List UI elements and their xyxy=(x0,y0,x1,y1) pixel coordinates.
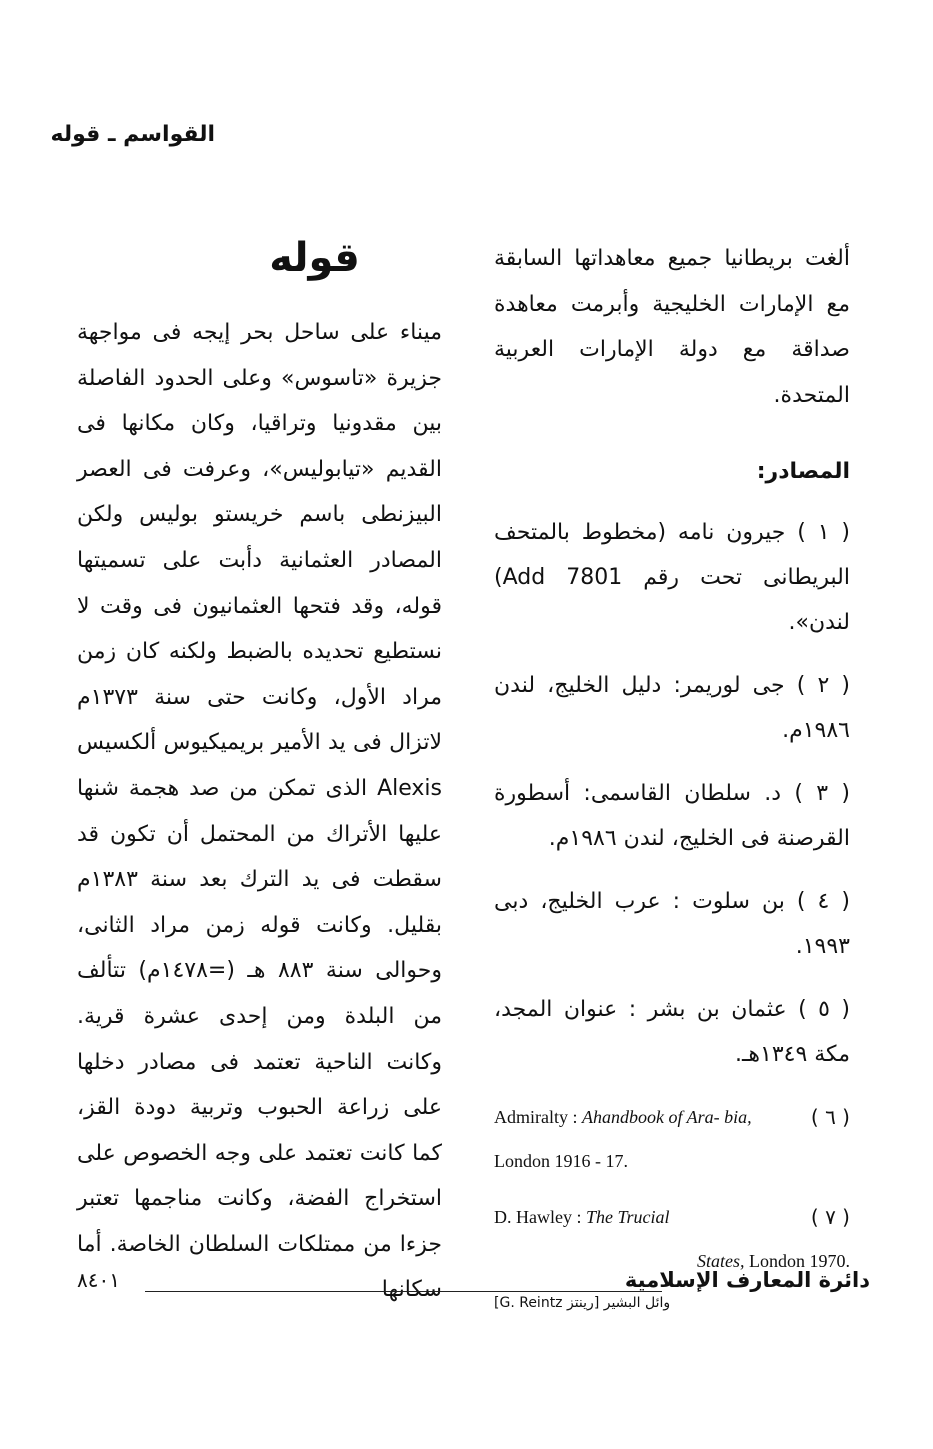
footer-rule xyxy=(145,1291,662,1292)
source-item xyxy=(494,663,850,753)
source-number: ( ٤ ) xyxy=(796,888,850,914)
previous-article-end: ألغت بريطانيا جميع معاهداتها السابقة مع الإمارات الخليجية وأبرمت معاهدة صداقة مع دولة الإمارات العربية المتحدة. xyxy=(494,246,850,408)
source-text: د. سلطان القاسمى: أسطورة القرصنة فى الخليج، لندن ١٩٨٦م. xyxy=(494,780,850,851)
source-title: Ahandbook of Ara- bia, xyxy=(582,1106,752,1127)
source-text: بن سلوت : عرب الخليج، دبى ١٩٩٣. xyxy=(494,888,850,959)
source-title: The Trucial xyxy=(585,1206,670,1227)
sources-column xyxy=(494,236,850,1311)
source-author: D. Hawley : xyxy=(494,1206,586,1227)
source-number: ( ١ ) xyxy=(797,519,851,545)
source-title-cont: States, xyxy=(697,1250,745,1271)
source-item xyxy=(494,987,850,1077)
footer-title: دائرة المعارف الإسلامية xyxy=(624,1268,870,1292)
article-column xyxy=(77,232,442,1313)
source-imprint: London 1916 - 17. xyxy=(494,1150,628,1171)
sources-list xyxy=(494,510,850,1077)
source-item-latin xyxy=(494,1095,850,1183)
article-author: وائل البشير [رينتز G. Reintz] xyxy=(494,1294,671,1311)
sources-heading: المصادر: xyxy=(756,459,850,485)
source-text: جى لوريمر: دليل الخليج، لندن ١٩٨٦م. xyxy=(494,672,850,743)
source-text: عثمان بن بشر : عنوان المجد، مكة ١٣٤٩هـ. xyxy=(494,996,850,1067)
running-head: القواسم ـ قوله xyxy=(50,122,215,147)
article-title: قوله xyxy=(269,235,360,281)
source-item xyxy=(494,771,850,861)
page-number: ٨٤٠١ xyxy=(77,1268,120,1292)
source-item xyxy=(494,510,850,645)
source-number: ( ٧ ) xyxy=(810,1204,850,1229)
source-item xyxy=(494,879,850,969)
page-footer xyxy=(77,1268,870,1298)
source-number: ( ٥ ) xyxy=(798,996,850,1022)
source-imprint: London 1970. xyxy=(744,1250,850,1271)
source-number: ( ٢ ) xyxy=(796,672,850,698)
source-number: ( ٣ ) xyxy=(794,780,850,806)
source-text: جيرون نامه (مخطوط بالمتحف البريطانى تحت رقم Add 7801) لندن». xyxy=(494,519,850,635)
source-author: Admiralty : xyxy=(494,1106,582,1127)
article-body: ميناء على ساحل بحر إيجه فى مواجهة جزيرة «تاسوس» وعلى الحدود الفاصلة بين مقدونيا وتراقيا، وكان مكانها فى القديم «تيابوليس»، وعرفت فى العصر البيزنطى باسم خريستو بوليس ولكن المصادر العثمانية دأبت على تسميتها قوله، وقد فتحها العثمانيون فى وقت لا نستطيع تحديده بالضبط ولكنه كان زمن مراد الأول، وكانت حتى سنة ١٣٧٣م لاتزال فى يد الأمير بريميكيوس ألكسيس Alexis الذى تمكن من صد هجمة شنها عليها الأتراك من المحتمل أن تكون قد سقطت فى يد الترك بعد سنة ١٣٨٣م بقليل. وكانت قوله زمن مراد الثانى، وحوالى سنة ٨٨٣ هـ (=١٤٧٨م) تتألف من البلدة ومن إحدى عشرة قرية. وكانت الناحية تعتمد فى مصادر دخلها على زراعة الحبوب وتربية دودة القز، كما كانت تعتمد على وجه الخصوص على استخراج الفضة، وكانت مناجمها تعتبر جزءا من ممتلكات السلطان الخاصة. أما سكانها xyxy=(77,320,442,1303)
source-number: ( ٦ ) xyxy=(810,1104,850,1129)
